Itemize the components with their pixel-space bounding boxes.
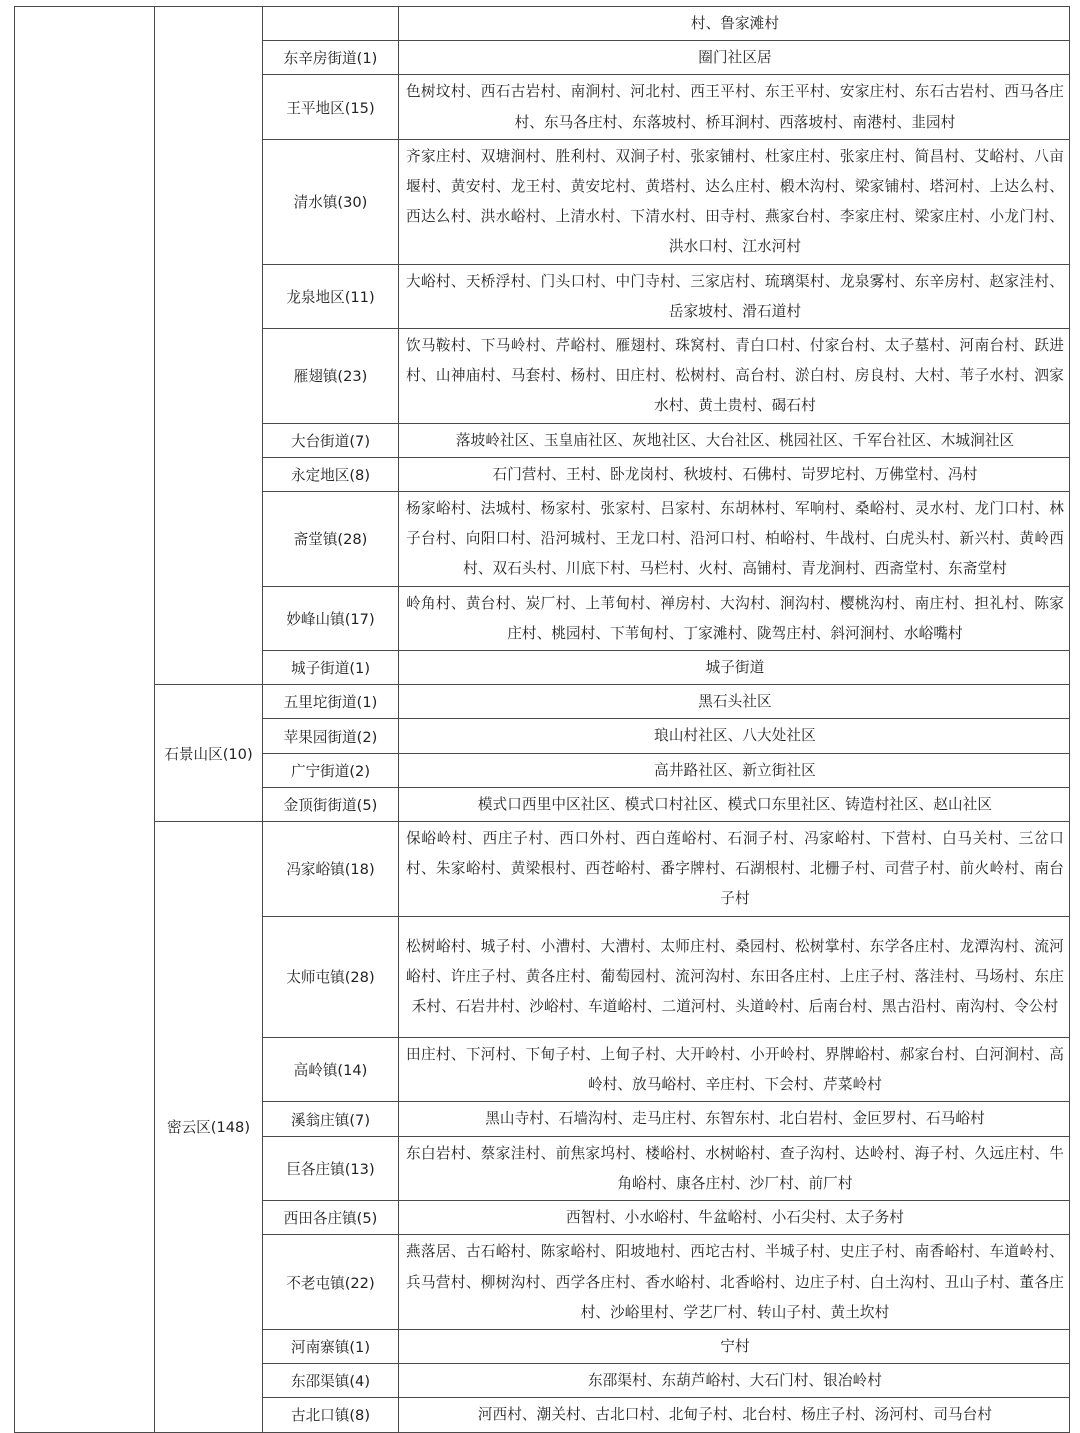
villages-cell: 石门营村、王村、卧龙岗村、秋坡村、石佛村、岢罗坨村、万佛堂村、冯村 <box>399 457 1070 491</box>
town-cell: 王平地区(15) <box>263 75 399 139</box>
villages-cell: 色树坟村、西石古岩村、南涧村、河北村、西王平村、东王平村、安家庄村、东石古岩村、西马各庄村、东马各庄村、东落坡村、桥耳涧村、西落坡村、南港村、韭园村 <box>399 75 1070 139</box>
town-cell: 太师屯镇(28) <box>263 916 399 1037</box>
villages-cell: 东邵渠村、东葫芦峪村、大石门村、银冶岭村 <box>399 1364 1070 1398</box>
villages-cell: 宁村 <box>399 1329 1070 1363</box>
district-cell-continued <box>155 7 263 685</box>
table-row <box>15 822 1070 917</box>
villages-cell: 高井路社区、新立街社区 <box>399 753 1070 787</box>
town-cell: 广宁街道(2) <box>263 753 399 787</box>
villages-cell: 东白岩村、蔡家洼村、前焦家坞村、楼峪村、水树峪村、查子沟村、达岭村、海子村、久远庄村、牛角峪村、康各庄村、沙厂村、前厂村 <box>399 1136 1070 1200</box>
town-cell: 城子街道(1) <box>263 651 399 685</box>
villages-cell: 保峪岭村、西庄子村、西口外村、西白莲峪村、石洞子村、冯家峪村、下营村、白马关村、三岔口村、朱家峪村、黄梁根村、西苍峪村、番字牌村、石湖根村、北栅子村、司营子村、前火岭村、南台子村 <box>399 822 1070 917</box>
villages-cell: 松树峪村、城子村、小漕村、大漕村、太师庄村、桑园村、松树掌村、东学各庄村、龙潭沟村、流河峪村、许庄子村、黄各庄村、葡萄园村、流河沟村、东田各庄村、上庄子村、落洼村、马场村、东庄禾村、石岩井村、沙峪村、车道峪村、二道河村、头道岭村、后南台村、黑古沿村、南沟村、令公村 <box>399 916 1070 1037</box>
town-cell: 东邵渠镇(4) <box>263 1364 399 1398</box>
villages-cell: 杨家峪村、法城村、杨家村、张家村、吕家村、东胡林村、军响村、桑峪村、灵水村、龙门口村、林子台村、向阳口村、沿河城村、王龙口村、沿河口村、柏峪村、牛战村、白虎头村、新兴村、黄岭西村、双石头村、川底下村、马栏村、火村、高铺村、青龙涧村、西斋堂村、东斋堂村 <box>399 492 1070 587</box>
villages-cell: 黑山寺村、石墙沟村、走马庄村、东智东村、北白岩村、金叵罗村、石马峪村 <box>399 1102 1070 1136</box>
town-cell: 西田各庄镇(5) <box>263 1201 399 1235</box>
villages-cell: 琅山村社区、八大处社区 <box>399 719 1070 753</box>
villages-cell: 饮马鞍村、下马岭村、芹峪村、雁翅村、珠窝村、青白口村、付家台村、太子墓村、河南台村、跃进村、山神庙村、马套村、杨村、田庄村、松树村、高台村、淤白村、房良村、大村、苇子水村、泗家水村、黄土贵村、碣石村 <box>399 329 1070 424</box>
town-cell: 古北口镇(8) <box>263 1398 399 1432</box>
town-cell: 不老屯镇(22) <box>263 1235 399 1330</box>
villages-cell: 岭角村、黄台村、炭厂村、上苇甸村、禅房村、大沟村、涧沟村、樱桃沟村、南庄村、担礼村、陈家庄村、桃园村、下苇甸村、丁家滩村、陇驾庄村、斜河涧村、水峪嘴村 <box>399 586 1070 650</box>
district-cell: 密云区(148) <box>155 822 263 1432</box>
villages-cell: 模式口西里中区社区、模式口村社区、模式口东里社区、铸造村社区、赵山社区 <box>399 787 1070 821</box>
town-cell: 金顶街街道(5) <box>263 787 399 821</box>
villages-cell: 齐家庄村、双塘涧村、胜利村、双涧子村、张家铺村、杜家庄村、张家庄村、简昌村、艾峪村、八亩堰村、黄安村、龙王村、黄安坨村、黄塔村、达么庄村、椴木沟村、梁家铺村、塔河村、上达么村、西达么村、洪水峪村、上清水村、下清水村、田寺村、燕家台村、李家庄村、梁家庄村、小龙门村、洪水口村、江水河村 <box>399 139 1070 264</box>
outer-blank-cell <box>15 7 155 1433</box>
village-table <box>14 6 1070 1433</box>
town-cell: 大台街道(7) <box>263 423 399 457</box>
villages-cell: 田庄村、下河村、下甸子村、上甸子村、大开岭村、小开岭村、界牌峪村、郝家台村、白河涧村、高岭村、放马峪村、辛庄村、下会村、芹菜岭村 <box>399 1038 1070 1102</box>
town-cell: 雁翅镇(23) <box>263 329 399 424</box>
town-cell <box>263 7 399 41</box>
villages-cell: 村、鲁家滩村 <box>399 7 1070 41</box>
town-cell: 东辛房街道(1) <box>263 41 399 75</box>
villages-cell: 城子街道 <box>399 651 1070 685</box>
table-row <box>15 685 1070 719</box>
villages-cell: 大峪村、天桥浮村、门头口村、中门寺村、三家店村、琉璃渠村、龙泉雾村、东辛房村、赵家洼村、岳家坡村、滑石道村 <box>399 264 1070 328</box>
town-cell: 高岭镇(14) <box>263 1038 399 1102</box>
town-cell: 永定地区(8) <box>263 457 399 491</box>
villages-cell: 圈门社区居 <box>399 41 1070 75</box>
villages-cell: 西智村、小水峪村、牛盆峪村、小石尖村、太子务村 <box>399 1201 1070 1235</box>
villages-cell: 落坡岭社区、玉皇庙社区、灰地社区、大台社区、桃园社区、千军台社区、木城涧社区 <box>399 423 1070 457</box>
town-cell: 妙峰山镇(17) <box>263 586 399 650</box>
town-cell: 苹果园街道(2) <box>263 719 399 753</box>
town-cell: 斋堂镇(28) <box>263 492 399 587</box>
town-cell: 五里坨街道(1) <box>263 685 399 719</box>
table-row <box>15 7 1070 41</box>
villages-cell: 黑石头社区 <box>399 685 1070 719</box>
town-cell: 溪翁庄镇(7) <box>263 1102 399 1136</box>
town-cell: 冯家峪镇(18) <box>263 822 399 917</box>
town-cell: 巨各庄镇(13) <box>263 1136 399 1200</box>
town-cell: 清水镇(30) <box>263 139 399 264</box>
town-cell: 龙泉地区(11) <box>263 264 399 328</box>
villages-cell: 河西村、潮关村、古北口村、北甸子村、北台村、杨庄子村、汤河村、司马台村 <box>399 1398 1070 1432</box>
town-cell: 河南寨镇(1) <box>263 1329 399 1363</box>
district-cell: 石景山区(10) <box>155 685 263 822</box>
villages-cell: 燕落居、古石峪村、陈家峪村、阳坡地村、西坨古村、半城子村、史庄子村、南香峪村、车道岭村、兵马营村、柳树沟村、西学各庄村、香水峪村、北香峪村、边庄子村、白土沟村、丑山子村、董各庄村、沙峪里村、学艺厂村、转山子村、黄土坎村 <box>399 1235 1070 1330</box>
